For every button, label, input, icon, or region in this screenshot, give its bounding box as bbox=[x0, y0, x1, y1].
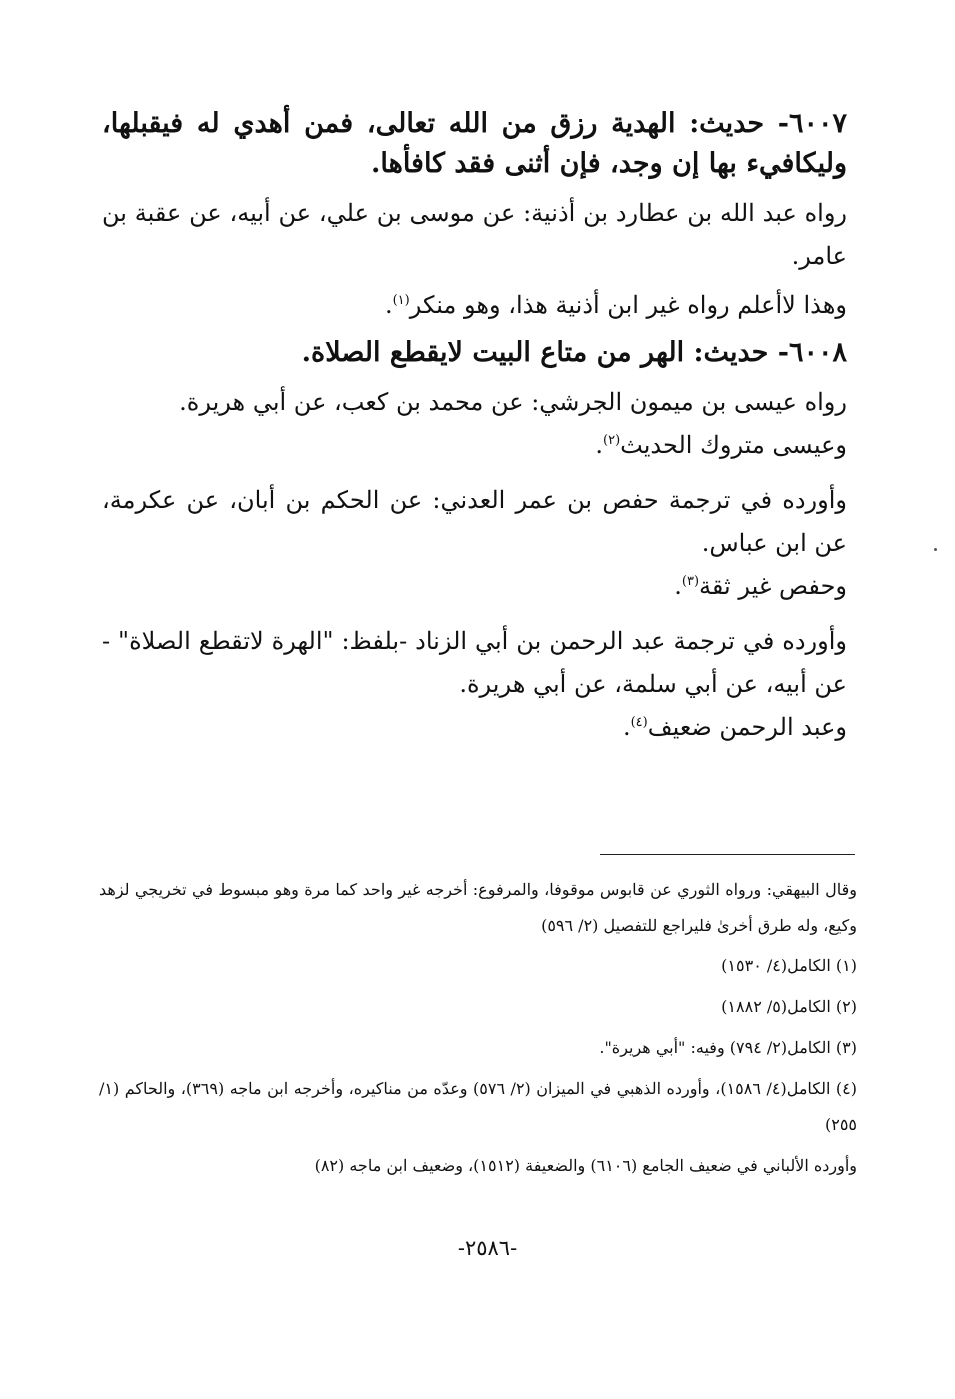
footnote-1: (١) الكامل(٤/ ١٥٣٠) bbox=[721, 956, 857, 975]
sentence-end: . bbox=[622, 713, 631, 741]
hadith-6007-title: ٦٠٠٧- حديث: الهدية رزق من الله تعالى، فمن أهدي له فيقبلها، وليكافيء بها إن وجد، فإن أثنى فقد كافأها. bbox=[102, 108, 847, 179]
footnote-4: (٤) الكامل(٤/ ١٥٨٦)، وأورده الذهبي في الميزان (٢/ ٥٧٦) وعدّه من مناكيره، وأخرجه ابن ماجه (٣٦٩)، والحاكم (١/ ٢٥٥) bbox=[99, 1079, 858, 1134]
footnote-3: (٣) الكامل(٢/ ٧٩٤) وفيه: "أبي هريرة". bbox=[599, 1038, 857, 1057]
hadith-6008-narration-3: وأورده في ترجمة عبد الرحمن بن أبي الزناد -بلفظ: "الهرة لاتقطع الصلاة" - عن أبيه، عن أبي سلمة، عن أبي هريرة. bbox=[102, 627, 847, 698]
sentence-end: . bbox=[595, 431, 603, 459]
comment-text: وحفص غير ثقة bbox=[699, 572, 847, 600]
hadith-6008-comment-3 bbox=[102, 706, 847, 749]
sentence-end: . bbox=[674, 572, 682, 600]
comment-text: وعيسى متروك الحديث bbox=[620, 431, 847, 459]
hadith-6007-narration: رواه عبد الله بن عطارد بن أذنية: عن موسى بن علي، عن أبيه، عن عقبة بن عامر. bbox=[102, 199, 847, 270]
scan-speck bbox=[934, 548, 937, 551]
footnote-continuation: وقال البيهقي: ورواه الثوري عن قابوس موقوفا، والمرفوع: أخرجه غير واحد كما مرة وهو مبسوط في تخريجي لزهد وكيع، وله طرق أخرىٰ فليراجع للتفصيل (٢/ ٥٩٦) bbox=[99, 880, 857, 935]
hadith-6008-narration-1: رواه عيسى بن ميمون الجرشي: عن محمد بن كعب، عن أبي هريرة. bbox=[179, 388, 847, 416]
comment-text: وهذا لاأعلم رواه غير ابن أذنية هذا، وهو منكر bbox=[409, 291, 847, 319]
footnote-4-continued: وأورده الألباني في ضعيف الجامع (٦١٠٦) والضعيفة (١٥١٢)، وضعيف ابن ماجه (٨٢) bbox=[314, 1156, 857, 1175]
hadith-6008-title: ٦٠٠٨- حديث: الهر من متاع البيت لايقطع الصلاة. bbox=[301, 337, 847, 368]
comment-text: وعبد الرحمن ضعيف bbox=[647, 713, 847, 741]
footnote-ref-2: (٢) bbox=[603, 433, 621, 448]
hadith-6008-narration-2: وأورده في ترجمة حفص بن عمر العدني: عن الحكم بن أبان، عن عكرمة، عن ابن عباس. bbox=[102, 486, 847, 557]
footnote-ref-3: (٣) bbox=[681, 574, 700, 589]
footnotes bbox=[99, 872, 857, 1189]
footnote-ref-1: (١) bbox=[392, 293, 410, 308]
hadith-6008-comment-1 bbox=[102, 424, 847, 467]
main-text bbox=[102, 104, 847, 755]
sentence-end: . bbox=[384, 291, 393, 319]
page-number: -٢٥٨٦- bbox=[457, 1236, 518, 1260]
footnote-2: (٢) الكامل(٥/ ١٨٨٢) bbox=[721, 997, 857, 1016]
footnote-ref-4: (٤) bbox=[630, 715, 648, 730]
hadith-6008-comment-2 bbox=[102, 565, 847, 608]
footnote-separator bbox=[600, 854, 855, 855]
hadith-6007-comment bbox=[102, 284, 847, 327]
